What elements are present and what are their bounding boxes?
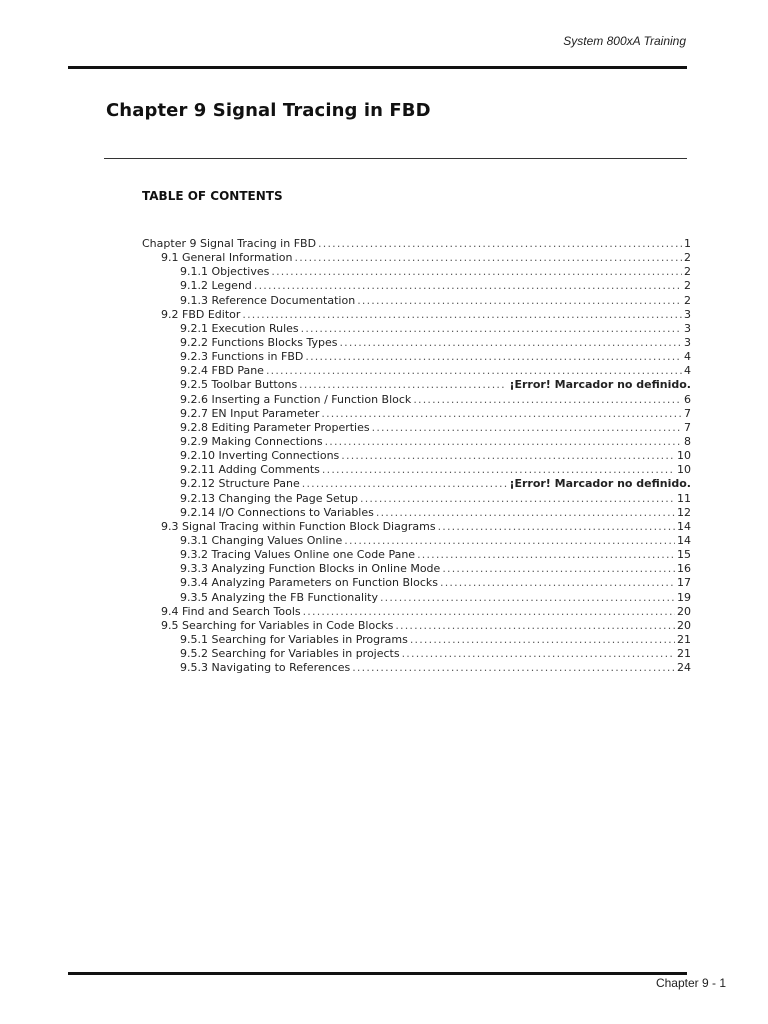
toc-entry-page: 2 (684, 265, 691, 279)
toc-entry[interactable] (142, 492, 693, 506)
toc-entry[interactable] (142, 548, 693, 562)
toc-entry[interactable] (142, 364, 693, 378)
toc-entry-title: 9.2 FBD Editor (161, 307, 241, 321)
toc-entry-page: 2 (684, 251, 691, 265)
toc-entry-title: 9.2.10 Inverting Connections (180, 449, 340, 463)
toc-entry-page: 7 (684, 406, 691, 420)
toc-leader-dots (325, 435, 682, 449)
running-header: System 800xA Training (563, 34, 686, 48)
toc-entry-page: 14 (677, 519, 691, 533)
toc-entry-page: 12 (677, 505, 691, 519)
toc-leader-dots (318, 237, 682, 251)
toc-entry-title: 9.2.3 Functions in FBD (180, 350, 304, 364)
toc-entry[interactable] (142, 435, 693, 449)
toc-leader-dots (438, 520, 675, 534)
toc-leader-dots (344, 534, 675, 548)
toc-entry[interactable] (142, 619, 693, 633)
toc-leader-dots (440, 576, 675, 590)
toc-leader-dots (271, 265, 682, 279)
toc-entry-title: 9.1.3 Reference Documentation (180, 293, 356, 307)
toc-entry-page: ¡Error! Marcador no definido. (509, 378, 691, 392)
toc-entry[interactable] (142, 591, 693, 605)
toc-leader-dots (360, 492, 675, 506)
toc-entry-title: 9.2.9 Making Connections (180, 434, 323, 448)
toc-entry-title: 9.2.6 Inserting a Function / Function Block (180, 392, 412, 406)
toc-entry[interactable] (142, 322, 693, 336)
toc-entry[interactable] (142, 407, 693, 421)
toc-entry-page: 8 (684, 434, 691, 448)
toc-entry[interactable] (142, 265, 693, 279)
toc-entry-title: Chapter 9 Signal Tracing in FBD (142, 237, 317, 250)
toc-entry-title: 9.3 Signal Tracing within Function Block Diagrams (161, 519, 436, 533)
toc-entry-page: 21 (677, 647, 691, 661)
toc-leader-dots (395, 619, 675, 633)
toc-leader-dots (417, 548, 675, 562)
toc-entry-page: 10 (677, 463, 691, 477)
toc-entry-page: 20 (677, 604, 691, 618)
toc-entry-title: 9.5.2 Searching for Variables in projects (180, 647, 400, 661)
toc-entry-title: 9.2.2 Functions Blocks Types (180, 335, 338, 349)
toc-entry-page: 24 (677, 661, 691, 675)
toc-entry[interactable] (142, 534, 693, 548)
toc-leader-dots (266, 364, 682, 378)
toc-leader-dots (305, 350, 682, 364)
toc-entry-page: 17 (677, 576, 691, 590)
toc-entry[interactable] (142, 421, 693, 435)
toc-leader-dots (303, 605, 675, 619)
toc-entry-page: 11 (677, 491, 691, 505)
toc-entry-page: 15 (677, 548, 691, 562)
toc-entry[interactable] (142, 506, 693, 520)
toc-entry-title: 9.5.1 Searching for Variables in Programs (180, 632, 408, 646)
toc-entry-title: 9.3.3 Analyzing Function Blocks in Online Mode (180, 562, 441, 576)
toc-leader-dots (442, 562, 675, 576)
toc-entry-title: 9.3.4 Analyzing Parameters on Function Blocks (180, 576, 438, 590)
toc-entry-page: 14 (677, 533, 691, 547)
toc-leader-dots (380, 591, 675, 605)
toc-leader-dots (410, 633, 675, 647)
toc-entry-title: 9.2.8 Editing Parameter Properties (180, 420, 370, 434)
toc-entry-title: 9.2.14 I/O Connections to Variables (180, 505, 374, 519)
toc-entry[interactable] (142, 308, 693, 322)
toc-entry[interactable] (142, 477, 693, 491)
toc-entry-title: 9.2.12 Structure Pane (180, 477, 300, 491)
toc-entry-title: 9.1.2 Legend (180, 279, 252, 293)
toc-entry[interactable] (142, 336, 693, 350)
toc-entry[interactable] (142, 576, 693, 590)
toc-entry-page: 3 (684, 335, 691, 349)
toc-entry-page: 2 (684, 279, 691, 293)
toc-entry-page: 7 (684, 420, 691, 434)
toc-leader-dots (413, 393, 682, 407)
toc-leader-dots (357, 294, 682, 308)
toc-leader-dots (302, 477, 508, 491)
toc-entry-title: 9.2.11 Adding Comments (180, 463, 320, 477)
toc-entry[interactable] (142, 661, 693, 675)
toc-entry-page: 4 (684, 364, 691, 378)
toc-leader-dots (322, 463, 675, 477)
toc-entry[interactable] (142, 449, 693, 463)
toc-entry-page: 4 (684, 350, 691, 364)
chapter-title: Chapter 9 Signal Tracing in FBD (106, 100, 431, 121)
toc-entry[interactable] (142, 520, 693, 534)
toc-leader-dots (301, 322, 682, 336)
toc-entry-title: 9.5.3 Navigating to References (180, 661, 351, 675)
toc-entry-page: 2 (684, 293, 691, 307)
toc-leader-dots (295, 251, 682, 265)
header-rule (68, 66, 687, 69)
toc-entry[interactable] (142, 633, 693, 647)
toc-entry-page: 3 (684, 321, 691, 335)
toc-entry[interactable] (142, 605, 693, 619)
toc-leader-dots (352, 661, 675, 675)
toc-leader-dots (254, 279, 682, 293)
toc-entry-title: 9.2.4 FBD Pane (180, 364, 264, 378)
toc-entry[interactable] (142, 294, 693, 308)
toc-leader-dots (299, 378, 507, 392)
toc-entry-page: 16 (677, 562, 691, 576)
toc-entry-page: 20 (677, 618, 691, 632)
toc-leader-dots (321, 407, 682, 421)
toc-entry-page: 3 (684, 307, 691, 321)
toc-entry-title: 9.1.1 Objectives (180, 265, 270, 279)
footer-rule (68, 972, 687, 975)
toc-leader-dots (242, 308, 682, 322)
toc-entry-page: 19 (677, 590, 691, 604)
toc-entry[interactable] (142, 562, 693, 576)
page-footer: Chapter 9 - 1 (655, 976, 726, 990)
toc-entry-page: 21 (677, 632, 691, 646)
toc-entry[interactable] (142, 350, 693, 364)
table-of-contents (142, 237, 693, 675)
toc-entry[interactable] (142, 463, 693, 477)
toc-entry[interactable] (142, 647, 693, 661)
toc-entry-page: 6 (684, 392, 691, 406)
toc-entry-page: 1 (684, 237, 691, 250)
toc-entry-title: 9.3.1 Changing Values Online (180, 533, 343, 547)
toc-entry-title: 9.1 General Information (161, 251, 293, 265)
toc-entry-title: 9.2.5 Toolbar Buttons (180, 378, 298, 392)
toc-entry[interactable] (142, 393, 693, 407)
toc-entry[interactable] (142, 237, 693, 251)
toc-leader-dots (376, 506, 675, 520)
toc-entry[interactable] (142, 279, 693, 293)
toc-entry-title: 9.3.5 Analyzing the FB Functionality (180, 590, 378, 604)
toc-leader-dots (339, 336, 682, 350)
toc-entry-title: 9.3.2 Tracing Values Online one Code Pane (180, 548, 416, 562)
toc-entry[interactable] (142, 251, 693, 265)
toc-entry[interactable] (142, 378, 693, 392)
toc-entry-title: 9.4 Find and Search Tools (161, 604, 301, 618)
title-rule (104, 158, 687, 159)
toc-entry-page: 10 (677, 449, 691, 463)
toc-entry-title: 9.2.1 Execution Rules (180, 321, 299, 335)
toc-leader-dots (372, 421, 682, 435)
toc-leader-dots (402, 647, 675, 661)
toc-leader-dots (341, 449, 675, 463)
toc-entry-title: 9.5 Searching for Variables in Code Blocks (161, 618, 394, 632)
toc-entry-title: 9.2.13 Changing the Page Setup (180, 491, 359, 505)
toc-entry-title: 9.2.7 EN Input Parameter (180, 406, 320, 420)
toc-heading: TABLE OF CONTENTS (142, 189, 283, 203)
toc-entry-page: ¡Error! Marcador no definido. (509, 477, 691, 491)
